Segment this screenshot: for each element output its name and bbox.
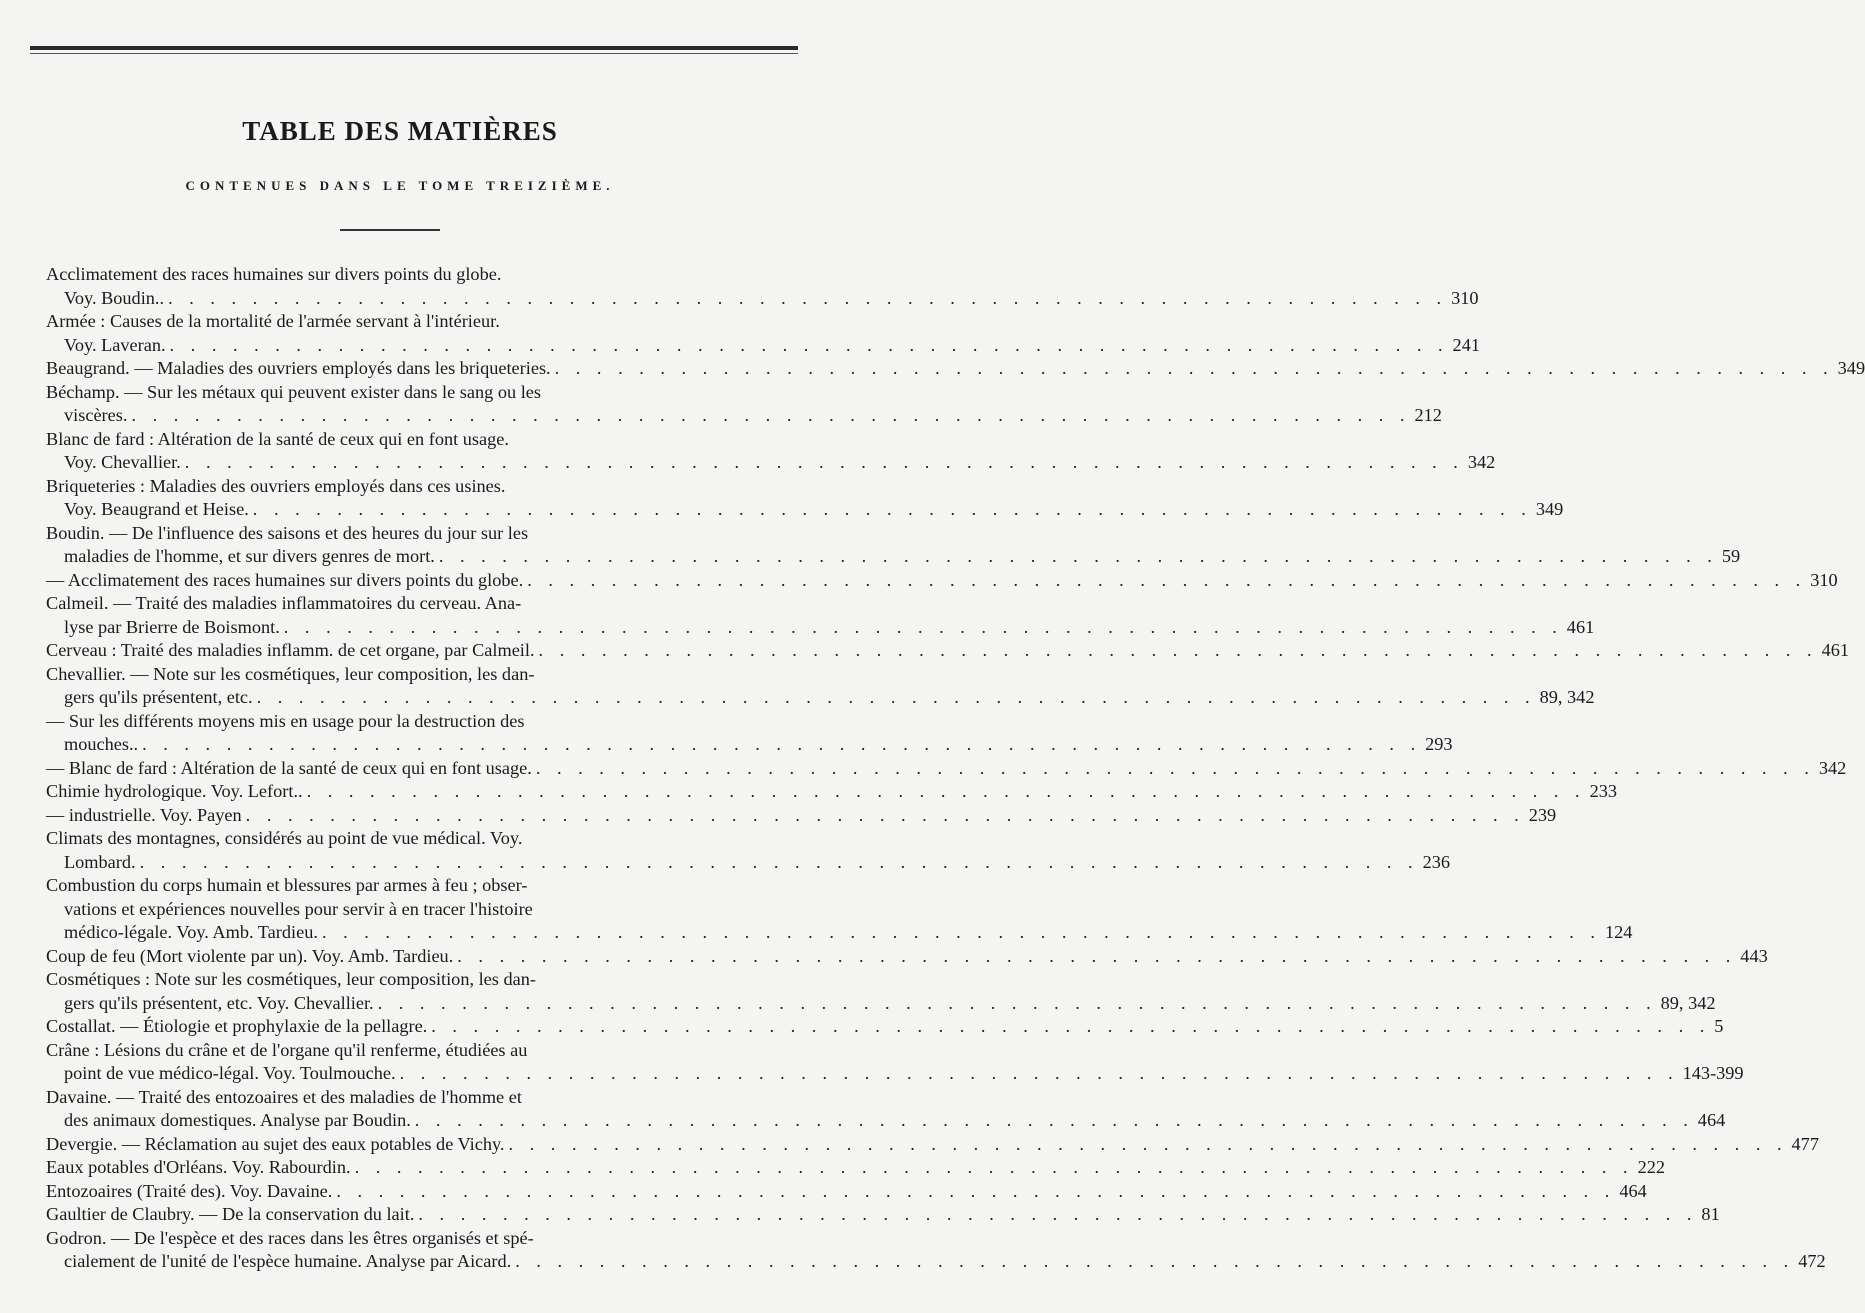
page-number: 293: [1425, 734, 1453, 754]
page-number: 241: [1452, 334, 1480, 355]
index-line: [46, 945, 1768, 969]
page-number: 472: [1798, 1251, 1826, 1271]
index-line: [46, 287, 1479, 311]
page-number: 443: [1740, 945, 1768, 966]
page-number: 89, 342: [1539, 687, 1595, 707]
dot-leader: [415, 1109, 1694, 1133]
index-line-text: Voy. Laveran.: [64, 334, 166, 355]
dot-leader: [170, 334, 1449, 358]
index-line: [46, 498, 1564, 522]
index-line-text: Gaultier de Claubry. — De la conservation du lait.: [46, 1204, 415, 1224]
index-line: [46, 1109, 1726, 1133]
dot-leader: [307, 780, 1586, 804]
index-line: [46, 475, 752, 499]
index-line-text: Beaugrand. — Maladies des ouvriers employés dans les briqueteries.: [46, 358, 551, 378]
index-line-text: cialement de l'unité de l'espèce humaine. Analyse par Aicard.: [64, 1251, 512, 1271]
index-line-text: Calmeil. — Traité des maladies inflammatoires du cerveau. Ana-: [46, 593, 522, 613]
index-line-text: médico-légale. Voy. Amb. Tardieu.: [64, 922, 318, 942]
index-line: [46, 851, 1451, 875]
index-line: [46, 1227, 752, 1251]
page-number: 233: [1589, 781, 1618, 801]
title-divider: [340, 229, 440, 231]
index-line: [46, 1156, 1665, 1180]
dot-leader: [431, 1015, 1710, 1039]
index-line: [46, 733, 1453, 757]
page-number: 461: [1566, 616, 1595, 637]
index-line: [46, 1039, 752, 1063]
index-line-text: Voy. Boudin..: [64, 287, 165, 308]
dot-leader: [515, 1250, 1794, 1274]
index-line: [46, 404, 1442, 428]
page-number: 5: [1714, 1016, 1724, 1036]
page-number: 464: [1619, 1180, 1647, 1201]
dot-leader: [400, 1062, 1679, 1086]
index-line-text: point de vue médico-légal. Voy. Toulmouche.: [64, 1063, 396, 1083]
index-line-text: — industrielle. Voy. Payen: [46, 804, 242, 825]
dot-leader: [555, 357, 1834, 381]
page-number: 89, 342: [1660, 992, 1716, 1013]
index-line-text: Béchamp. — Sur les métaux qui peuvent exister dans le sang ou les: [46, 381, 542, 402]
page-number: 222: [1637, 1157, 1665, 1177]
index-line: [46, 428, 752, 452]
dot-leader: [142, 733, 1421, 757]
index-line-text: viscères.: [64, 405, 128, 425]
index-line-text: Crâne : Lésions du crâne et de l'organe qu'il renferme, étudiées au: [46, 1039, 528, 1060]
index-line-text: Cerveau : Traité des maladies inflamm. de cet organe, par Calmeil.: [46, 640, 535, 660]
dot-leader: [284, 616, 1563, 640]
dot-leader: [257, 686, 1536, 710]
index-line: [46, 968, 752, 992]
dot-leader: [439, 545, 1718, 569]
index-line-text: Entozoaires (Traité des). Voy. Davaine.: [46, 1180, 333, 1201]
index-line: [46, 804, 1557, 828]
dot-leader: [336, 1180, 1615, 1204]
index-line: [46, 1086, 752, 1110]
index-line-text: Voy. Chevallier.: [64, 452, 181, 472]
index-line-text: Cosmétiques : Note sur les cosmétiques, leur composition, les dan-: [46, 969, 536, 989]
index-line-text: Blanc de fard : Altération de la santé de ceux qui en font usage.: [46, 428, 509, 449]
index-line: [46, 757, 1847, 781]
page-number: 81: [1701, 1204, 1720, 1224]
index-line-text: Chevallier. — Note sur les cosmétiques, leur composition, les dan-: [46, 663, 535, 684]
index-line: [46, 874, 752, 898]
index-line: [46, 827, 752, 851]
index-line: [46, 1133, 1819, 1157]
index-line-text: Lombard.: [64, 851, 136, 872]
index-line-text: Boudin. — De l'influence des saisons et des heures du jour sur les: [46, 522, 529, 543]
index-line: [46, 357, 1865, 381]
dot-leader: [246, 804, 1525, 828]
index-line: [46, 710, 752, 734]
page-title: TABLE DES MATIÈRES: [242, 116, 558, 146]
index-line-text: lyse par Brierre de Boismont.: [64, 616, 280, 637]
page-number: 461: [1821, 640, 1849, 660]
index-line: [46, 1180, 1647, 1204]
index-line-text: Costallat. — Étiologie et prophylaxie de la pellagre.: [46, 1016, 428, 1036]
top-rule: [30, 46, 798, 50]
index-line: [46, 522, 752, 546]
index-line-text: Godron. — De l'espèce et des races dans les êtres organisés et spé-: [46, 1227, 534, 1248]
top-rule-thin: [30, 53, 798, 54]
dot-leader: [378, 992, 1657, 1016]
page-number: 212: [1414, 405, 1442, 425]
page-number: 310: [1451, 287, 1479, 308]
index-line-text: maladies de l'homme, et sur divers genres de mort.: [64, 546, 435, 566]
index-line: [46, 451, 1496, 475]
index-line: [46, 381, 752, 405]
index-line-text: Armée : Causes de la mortalité de l'armée servant à l'intérieur.: [46, 311, 500, 331]
page-number: 124: [1604, 922, 1633, 942]
index-line-text: — Acclimatement des races humaines sur divers points du globe.: [46, 569, 524, 590]
page-number: 310: [1810, 569, 1838, 590]
index-line: [46, 1250, 1826, 1274]
index-line: [46, 569, 1838, 593]
page-number: 477: [1791, 1133, 1819, 1154]
dot-leader: [140, 851, 1419, 875]
index-line-text: des animaux domestiques. Analyse par Boudin.: [64, 1110, 411, 1130]
dot-leader: [536, 757, 1815, 781]
index-line: [46, 992, 1716, 1016]
index-line: [46, 1062, 1744, 1086]
dot-leader: [457, 945, 1736, 969]
index-line-text: Davaine. — Traité des entozoaires et des maladies de l'homme et: [46, 1086, 522, 1107]
page-number: 342: [1818, 757, 1847, 778]
index-line-text: Voy. Beaugrand et Heise.: [64, 499, 249, 519]
index-line-text: Climats des montagnes, considérés au point de vue médical. Voy.: [46, 828, 523, 848]
dot-leader: [527, 569, 1806, 593]
index-line-text: Combustion du corps humain et blessures par armes à feu ; obser-: [46, 875, 528, 895]
page-number: 464: [1697, 1110, 1726, 1130]
page-number: 143-399: [1682, 1063, 1744, 1083]
page-number: 59: [1721, 546, 1741, 566]
index-line-text: vations et expériences nouvelles pour servir à en tracer l'histoire: [64, 898, 533, 919]
page-number: 349: [1837, 358, 1865, 378]
index-line: [46, 310, 752, 334]
dot-leader: [509, 1133, 1788, 1157]
index-line-text: Devergie. — Réclamation au sujet des eaux potables de Vichy.: [46, 1133, 505, 1154]
index-line: [46, 898, 752, 922]
index-line: [46, 686, 1595, 710]
page-number: 342: [1467, 452, 1496, 472]
dot-leader: [131, 404, 1410, 428]
index-line-text: Eaux potables d'Orléans. Voy. Rabourdin.: [46, 1157, 351, 1177]
dot-leader: [418, 1203, 1697, 1227]
dot-leader: [253, 498, 1532, 522]
page-subtitle: CONTENUES DANS LE TOME TREIZIÈME.: [185, 178, 615, 193]
index-line-text: Chimie hydrologique. Voy. Lefort..: [46, 781, 303, 801]
index-entries: [46, 263, 1865, 1274]
index-line-text: Briqueteries : Maladies des ouvriers employés dans ces usines.: [46, 475, 506, 496]
dot-leader: [355, 1156, 1634, 1180]
index-line-text: Coup de feu (Mort violente par un). Voy. Amb. Tardieu.: [46, 945, 454, 966]
index-line: [46, 639, 1849, 663]
index-line: [46, 616, 1595, 640]
index-line: [46, 921, 1633, 945]
index-line-text: — Sur les différents moyens mis en usage pour la destruction des: [46, 710, 525, 731]
index-line-text: Acclimatement des races humaines sur divers points du globe.: [46, 264, 502, 284]
dot-leader: [185, 451, 1464, 475]
index-line: [46, 1203, 1720, 1227]
page-number: 239: [1528, 804, 1557, 825]
index-line: [46, 263, 752, 287]
index-line: [46, 545, 1741, 569]
dot-leader: [322, 921, 1601, 945]
index-line: [46, 1015, 1724, 1039]
index-line-text: gers qu'ils présentent, etc. Voy. Chevallier.: [64, 992, 374, 1013]
index-line: [46, 592, 752, 616]
page-number: 349: [1535, 499, 1564, 519]
index-line: [46, 663, 752, 687]
index-line-text: mouches..: [64, 734, 139, 754]
index-line-text: — Blanc de fard : Altération de la santé de ceux qui en font usage.: [46, 757, 532, 778]
index-line: [46, 780, 1618, 804]
page-number: 236: [1422, 851, 1451, 872]
dot-leader: [539, 639, 1818, 663]
dot-leader: [168, 287, 1447, 311]
index-line: [46, 334, 1480, 358]
index-line-text: gers qu'ils présentent, etc.: [64, 687, 253, 707]
